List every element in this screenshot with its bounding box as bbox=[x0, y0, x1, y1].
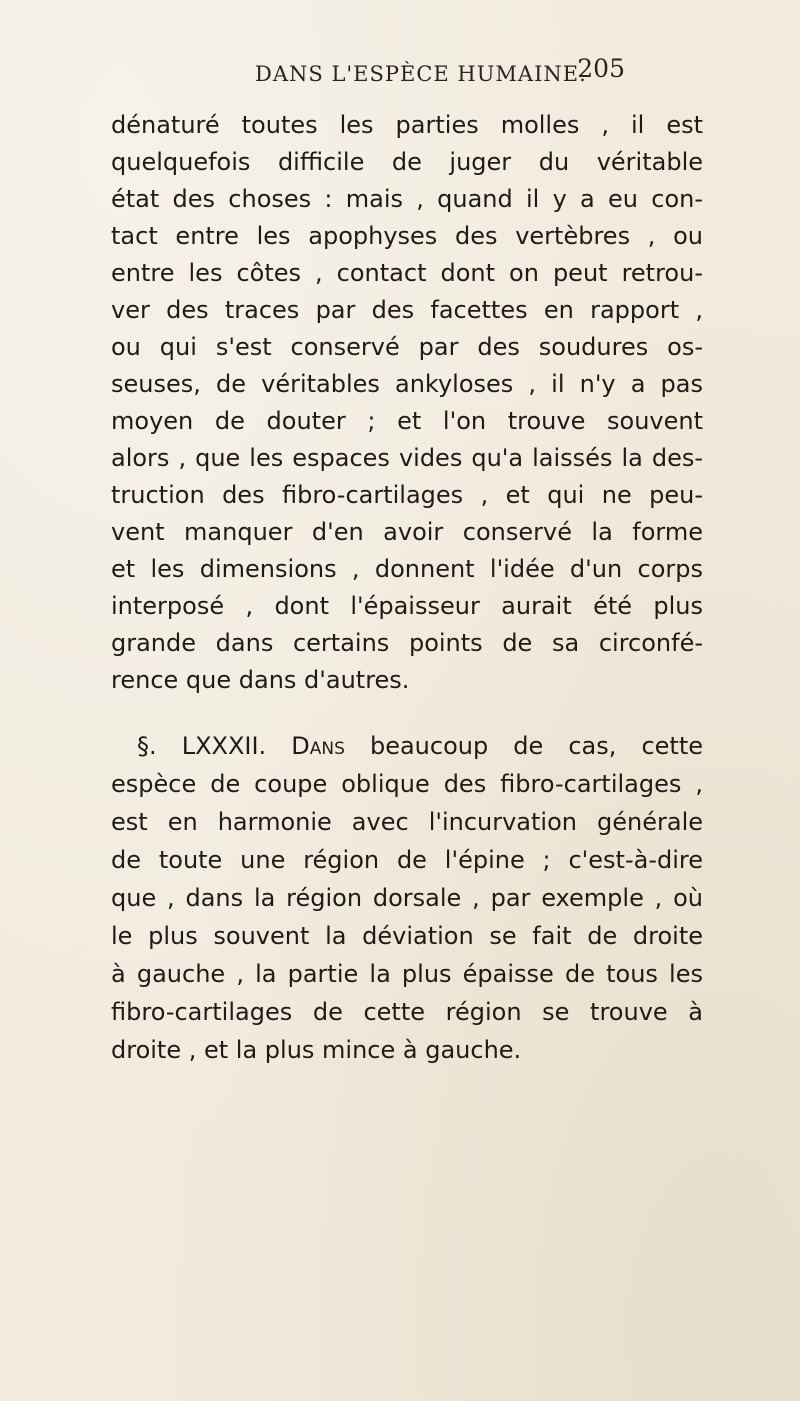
running-head: DANS L'ESPÈCE HUMAINE. bbox=[255, 62, 587, 86]
text-line: truction des fibro-cartilages , et qui ne peu- bbox=[111, 481, 703, 509]
text-line: tact entre les apophyses des vertèbres , ou bbox=[111, 222, 703, 250]
text-line: entre les côtes , contact dont on peut retrou- bbox=[111, 259, 703, 287]
text-line: alors , que les espaces vides qu'a laissés la des- bbox=[111, 444, 703, 472]
text-line: quelquefois difficile de juger du véritable bbox=[111, 148, 703, 176]
page-number: 205 bbox=[577, 54, 625, 83]
text-line: dénaturé toutes les parties molles , il est bbox=[111, 111, 703, 139]
section-first-line bbox=[137, 731, 703, 761]
text-line: de toute une région de l'épine ; c'est-à-dire bbox=[111, 846, 703, 874]
section-first-line-rest: beaucoup de cas, cette bbox=[369, 732, 703, 760]
text-line: interposé , dont l'épaisseur aurait été plus bbox=[111, 592, 703, 620]
text-line: espèce de coupe oblique des fibro-cartilages , bbox=[111, 770, 703, 798]
text-line: rence que dans d'autres. bbox=[111, 666, 410, 694]
text-line: vent manquer d'en avoir conservé la forme bbox=[111, 518, 703, 546]
text-line: est en harmonie avec l'incurvation générale bbox=[111, 808, 703, 836]
text-line: ou qui s'est conservé par des soudures os- bbox=[111, 333, 703, 361]
text-line: droite , et la plus mince à gauche. bbox=[111, 1036, 522, 1064]
text-line: ver des traces par des facettes en rapport , bbox=[111, 296, 703, 324]
text-line: grande dans certains points de sa circonfé- bbox=[111, 629, 703, 657]
text-line: le plus souvent la déviation se fait de droite bbox=[111, 922, 703, 950]
section-lead-word: Dans bbox=[291, 732, 345, 760]
text-line: état des choses : mais , quand il y a eu con- bbox=[111, 185, 703, 213]
text-line: seuses, de véritables ankyloses , il n'y a pas bbox=[111, 370, 703, 398]
page-header bbox=[255, 54, 625, 100]
text-line: fibro-cartilages de cette région se trouve à bbox=[111, 998, 703, 1026]
text-line: à gauche , la partie la plus épaisse de tous les bbox=[111, 960, 703, 988]
section-mark: §. LXXXII. bbox=[137, 732, 267, 760]
text-line: et les dimensions , donnent l'idée d'un corps bbox=[111, 555, 703, 583]
text-line: que , dans la région dorsale , par exemple , où bbox=[111, 884, 703, 912]
text-line: moyen de douter ; et l'on trouve souvent bbox=[111, 407, 703, 435]
